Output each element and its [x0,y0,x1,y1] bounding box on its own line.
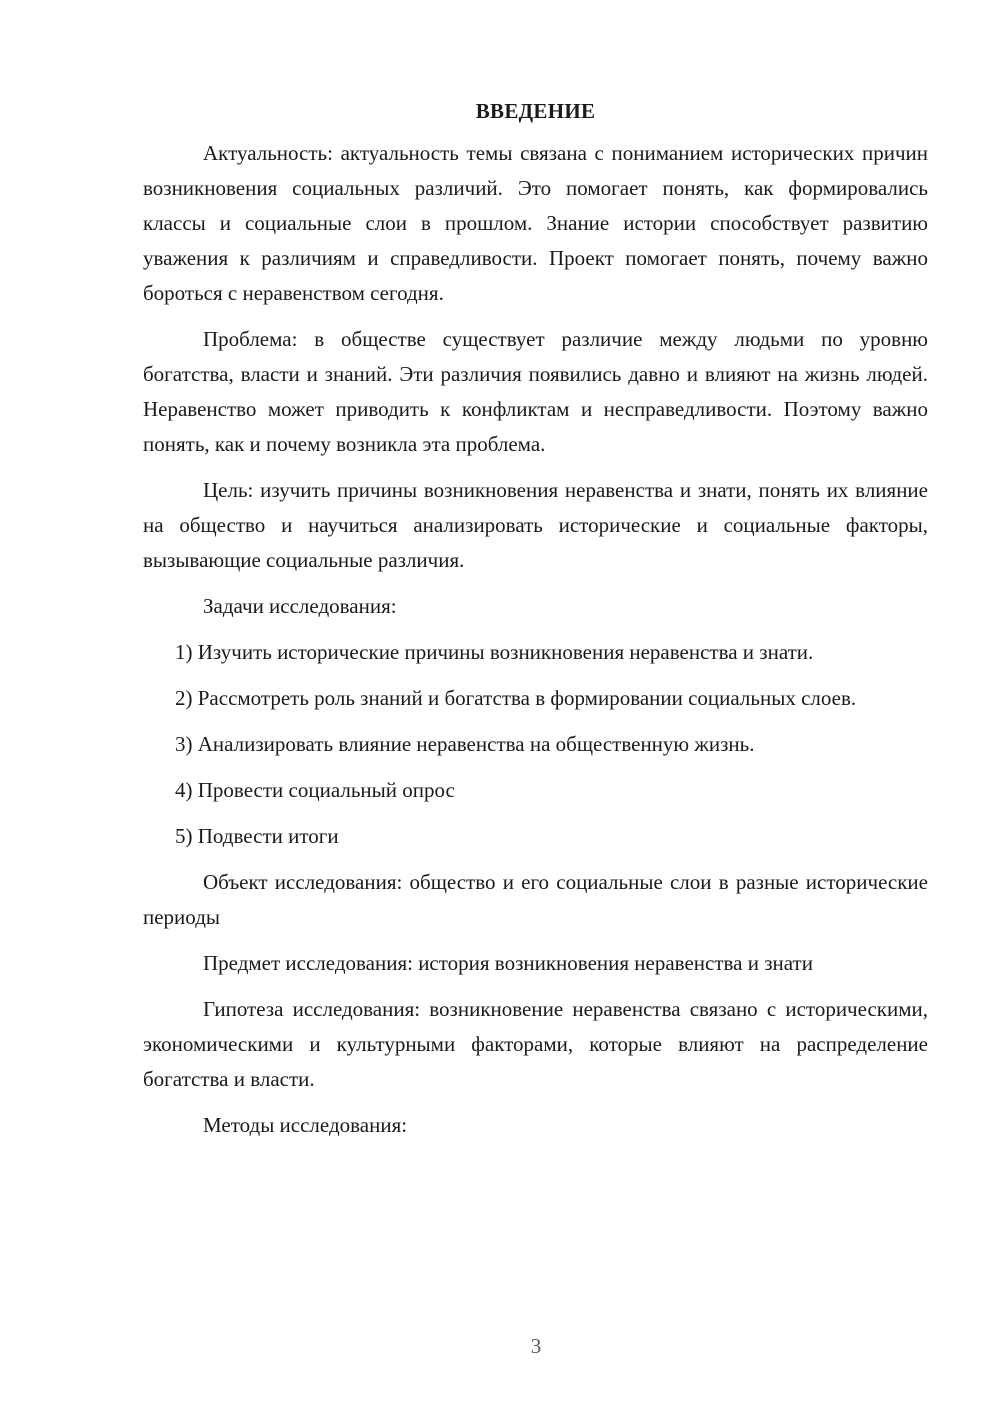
subject-paragraph: Предмет исследования: история возникновения неравенства и знати [203,951,813,975]
task-item-1: 1) Изучить исторические причины возникновения неравенства и знати. [175,640,814,664]
section-title: ВВЕДЕНИЕ [475,99,596,123]
task-item-5: 5) Подвести итоги [175,824,339,848]
task-item-2: 2) Рассмотреть роль знаний и богатства в формировании социальных слоев. [175,686,857,710]
document-page [143,96,928,1154]
methods-paragraph: Методы исследования: [203,1113,408,1137]
hypothesis-paragraph: Гипотеза исследования: возникновение неравенства связано с историческими, экономическими и культурными факторами, которые влияют на распределение богатства и власти. [143,997,928,1091]
problem-paragraph: Проблема: в обществе существует различие между людьми по уровню богатства, власти и знаний. Эти различия появились давно и влияют на жизнь людей. Неравенство может приводить к конфликтам и несправедливости. Поэтому важно понять, как и почему возникла эта проблема. [143,327,928,456]
task-item-4: 4) Провести социальный опрос [175,778,455,802]
page-number: 3 [530,1334,542,1358]
tasks-heading: Задачи исследования: [203,594,397,618]
goal-paragraph: Цель: изучить причины возникновения неравенства и знати, понять их влияние на общество и научиться анализировать исторические и социальные факторы, вызывающие социальные различия. [143,478,928,572]
relevance-paragraph: Актуальность: актуальность темы связана с пониманием исторических причин возникновения социальных различий. Это помогает понять, как формировались классы и социальные слои в прошлом. Знание истории способствует развитию уважения к различиям и справедливости. Проект помогает понять, почему важно бороться с неравенством сегодня. [143,141,928,305]
object-paragraph: Объект исследования: общество и его социальные слои в разные исторические периоды [143,870,928,929]
task-item-3: 3) Анализировать влияние неравенства на общественную жизнь. [175,732,755,756]
